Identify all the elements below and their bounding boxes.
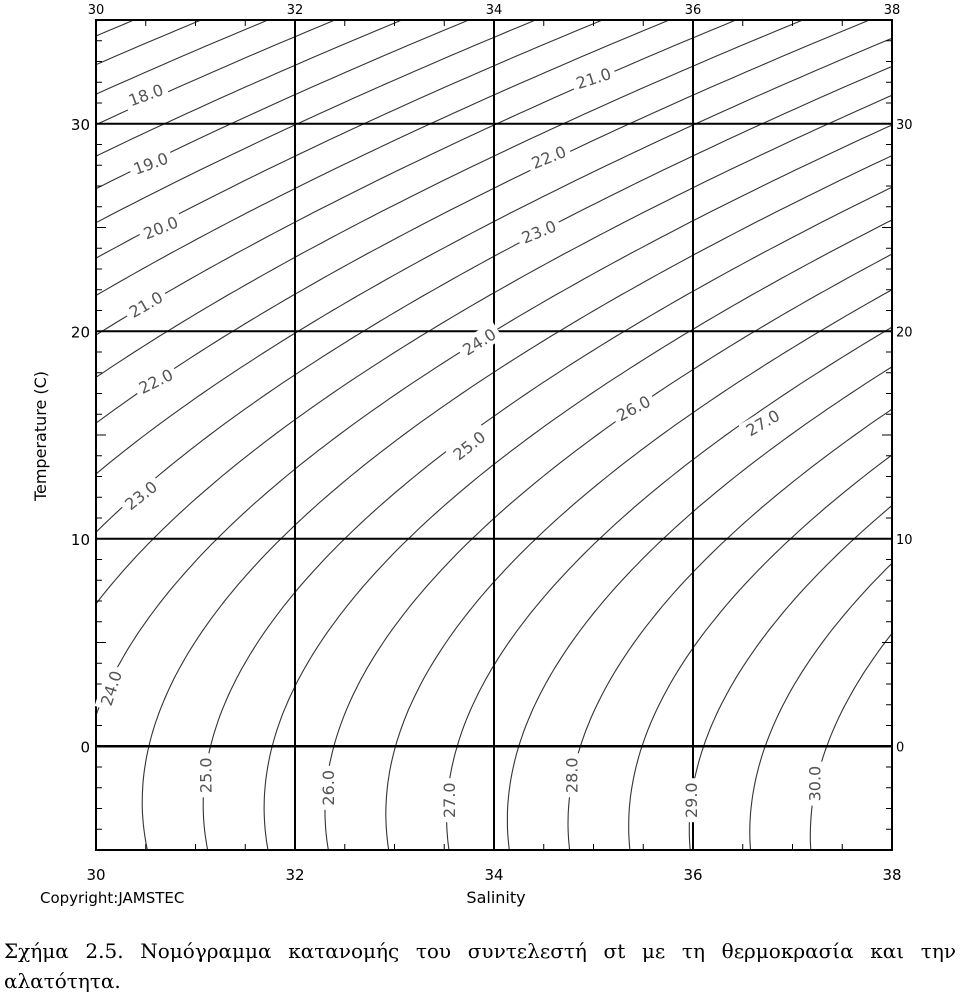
x-tick-label-bottom: 30	[86, 866, 106, 884]
contour-label: 24.0	[96, 668, 126, 709]
y-tick-label-left: 10	[70, 530, 90, 549]
y-tick-label-right: 20	[896, 325, 913, 341]
contour-line-21	[0, 10, 761, 581]
contour-label-group	[122, 78, 170, 112]
contour-label: 25.0	[449, 427, 490, 465]
y-tick-label-left: 20	[70, 323, 90, 342]
contour-label-group	[117, 474, 164, 517]
contour-label: 21.0	[573, 64, 614, 94]
contour-label-group	[569, 62, 617, 95]
tick-labels	[71, 3, 913, 884]
contour-label: 26.0	[613, 391, 654, 426]
contour-label-group	[804, 762, 824, 806]
contour-line-23.5	[20, 10, 960, 861]
x-tick-label-bottom: 36	[683, 866, 703, 884]
x-axis-title: Salinity	[466, 888, 526, 907]
contour-label: 29.0	[682, 782, 701, 819]
contour-label: 21.0	[125, 287, 167, 322]
contour-label: 19.0	[130, 148, 171, 179]
contour-label: 27.0	[742, 405, 784, 441]
contour-label-group	[137, 210, 185, 245]
x-tick-label-top: 34	[485, 3, 503, 18]
x-tick-label-top: 38	[883, 3, 901, 18]
contour-label: 23.0	[518, 216, 560, 248]
y-axis-title: Temperature (C)	[31, 370, 50, 502]
contour-labels	[95, 62, 825, 822]
contour-label-group	[132, 362, 180, 399]
contour-label-group	[439, 778, 459, 822]
contour-label-group	[609, 389, 657, 427]
contour-label: 26.0	[318, 769, 338, 806]
contour-label-group	[95, 664, 128, 712]
contour-label: 22.0	[528, 141, 569, 173]
contour-label: 24.0	[459, 324, 500, 360]
contour-label-group	[446, 424, 493, 467]
contour-line-29	[689, 305, 960, 860]
copyright-label: Copyright:JAMSTEC	[40, 889, 185, 907]
contour-line-29.5	[750, 347, 960, 861]
contour-label-group	[525, 139, 573, 174]
chart-grid	[96, 20, 892, 850]
contour-label: 25.0	[196, 757, 216, 794]
contour-label: 22.0	[135, 365, 177, 398]
y-tick-label-left: 0	[80, 738, 90, 757]
y-tick-label-right: 30	[896, 117, 913, 133]
x-tick-label-bottom: 34	[484, 866, 504, 884]
y-tick-label-left: 30	[70, 115, 90, 134]
contour-line-17	[0, 10, 226, 202]
y-tick-label-right: 0	[896, 740, 905, 756]
contour-label: 20.0	[140, 212, 181, 244]
contour-label-group	[318, 766, 338, 810]
contour-line-19	[0, 10, 494, 358]
contour-label: 28.0	[562, 757, 582, 794]
x-tick-label-bottom: 32	[285, 866, 305, 884]
figure-caption: Σχήμα 2.5. Νομόγραμμα κατανομής του συντελεστή σt με τη θερμοκρασία και την αλατότητα.	[4, 939, 956, 993]
y-tick-label-right: 10	[896, 532, 913, 548]
contour-label-group	[127, 146, 175, 180]
contour-line-18.5	[0, 10, 427, 316]
contour-line-26.5	[386, 145, 960, 861]
contour-label-group	[122, 285, 170, 324]
contour-label-group	[455, 321, 503, 361]
contour-line-25.5	[264, 82, 960, 860]
contour-line-27	[447, 170, 960, 860]
contour-label: 30.0	[805, 765, 825, 802]
contour-label: 27.0	[440, 782, 460, 819]
contour-label-group	[196, 753, 216, 797]
contour-line-28.5	[629, 274, 960, 860]
x-tick-label-bottom: 38	[882, 866, 902, 884]
contour-label-group	[681, 778, 701, 822]
contour-line-30	[810, 383, 960, 860]
x-tick-label-top: 36	[684, 3, 702, 18]
x-tick-label-top: 30	[87, 3, 105, 18]
contour-label: 18.0	[125, 80, 166, 111]
contour-line-18	[0, 10, 360, 275]
contour-label: 23.0	[121, 477, 161, 515]
contour-line-24	[81, 10, 960, 861]
contour-label-group	[562, 753, 582, 797]
contour-label-group	[515, 214, 563, 249]
contour-line-21.5	[0, 10, 828, 679]
x-tick-label-top: 32	[286, 3, 304, 18]
